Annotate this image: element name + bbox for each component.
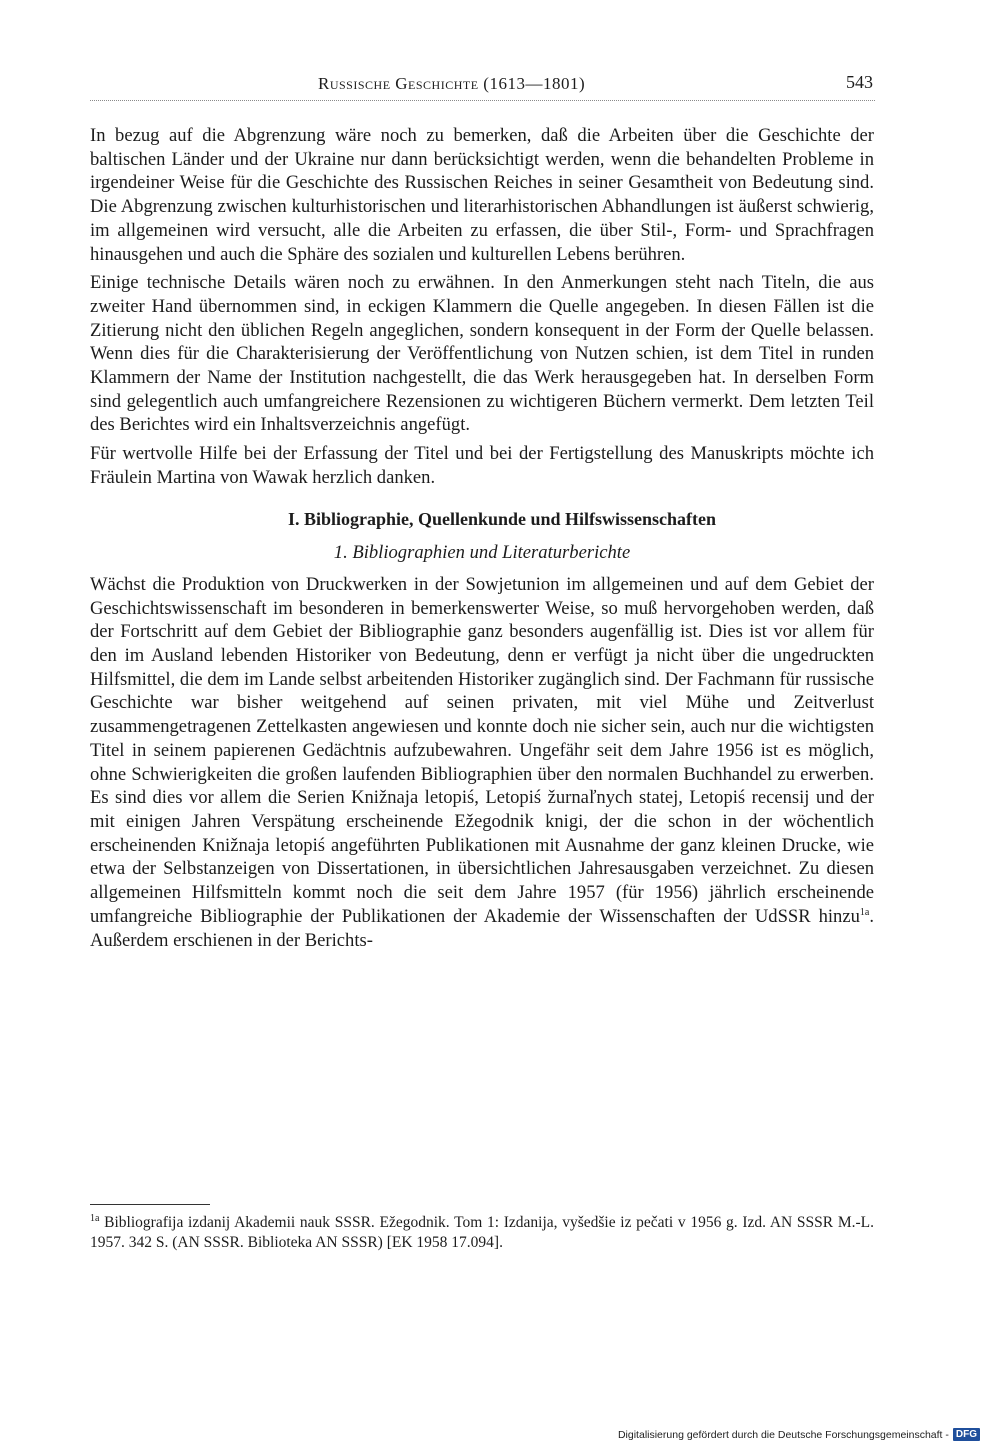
page-header xyxy=(90,70,875,101)
digitization-credit xyxy=(618,1428,980,1441)
paragraph-bibliographies-text: Wächst die Produktion von Druckwerken in der Sowjetunion im allgemeinen und auf dem Gebiet der Geschichtswissenschaft im besonderen in bemerkenswerter Weise, so muß hervorgehoben werden, daß der Fortschritt auf dem Gebiet der Bibliographie ganz besonders augenfällig ist. Dies ist vor allem für den im Ausland lebenden Historiker von Bedeutung, denn er verfügt ja nicht über die ungedruckten Hilfsmittel, die dem im Lande selbst arbeitenden Historiker zugänglich sind. Der Fachmann für russische Geschichte war bisher weitgehend auf seinen privaten, mit viel Mühe und Zeitverlust zusammengetragenen Zettelkasten angewiesen und konnte doch nie sicher sein, auch nur die wichtigsten Titel in seinem papierenen Gedächtnis aufzubewahren. Ungefähr seit dem Jahre 1956 ist es möglich, ohne Schwierigkeiten die großen laufenden Bibliographien über den normalen Buchhandel zu erwerben. Es sind dies vor allem die Serien Knižnaja letopiś, Letopiś žurnaľnych statej, Letopiś recensij und der mit einigen Jahren Verspätung erscheinende Ežegodnik knigi, der die schon in der wöchentlich erscheinenden Knižnaja letopiś angeführten Publikationen mit Ausnahme der ganz kleinen Drucke, wie etwa der Selbstanzeigen von Dissertationen, in übersichtlichen Jahresausgaben verzeichnet. Zu diesen allgemeinen Hilfsmitteln kommt noch die seit dem Jahre 1957 (für 1956) jährlich erscheinende umfangreiche Bibliographie der Publikationen der Akademie der Wissenschaften der UdSSR hinzu xyxy=(90,573,874,927)
paragraph-acknowledgement: Für wertvolle Hilfe bei der Erfassung der Titel und bei der Fertigstellung des Manuskripts möchte ich Fräulein Martina von Wawak herzlich danken. xyxy=(90,443,874,488)
paragraph-bibliographies xyxy=(90,573,874,952)
footnote-marker: 1a xyxy=(90,1212,100,1224)
digitization-credit-text: Digitalisierung gefördert durch die Deutsche Forschungsgemeinschaft - xyxy=(617,1428,949,1441)
footnote xyxy=(90,1213,874,1252)
paragraph-continuation: . Außerdem erschienen in der Berichts- xyxy=(90,905,874,951)
dfg-logo: DFG xyxy=(953,1428,980,1441)
page-number: 543 xyxy=(846,72,873,92)
paragraph-technical-details: Einige technische Details wären noch zu erwähnen. In den Anmerkungen steht nach Titeln, die aus zweiter Hand übernommen sind, in eckigen Klammern die Quelle angegeben. In diesen Fällen ist die Zitierung nicht den üblichen Regeln angeglichen, sondern konsequent in der Form der Quelle belassen. Wenn dies für die Charakterisierung der Veröffentlichung von Nutzen schien, ist dem Titel in runden Klammern der Name der Institution nachgestellt, die das Werk herausgegeben hat. In derselben Form sind gelegentlich auch umfangreichere Rezensionen zu wichtigeren Büchern vermerkt. Dem letzten Teil des Berichtes wird ein Inhaltsverzeichnis angefügt. xyxy=(90,272,874,436)
footnote-reference: 1a xyxy=(859,906,870,918)
section-heading: I. Bibliographie, Quellenkunde und Hilfswissenschaften xyxy=(287,508,717,529)
footnote-divider xyxy=(90,1204,210,1205)
subsection-heading: 1. Bibliographien und Literaturberichte xyxy=(333,542,631,564)
paragraph-demarcation: In bezug auf die Abgrenzung wäre noch zu bemerken, daß die Arbeiten über die Geschichte der baltischen Länder und der Ukraine nur dann berücksichtigt werden, wenn die behandelten Probleme in irgendeiner Weise für die Geschichte des Russischen Reiches in seiner Gesamtheit von Bedeutung sind. Die Abgrenzung zwischen kulturhistorischen und literarhistorischen Abhandlungen ist äußerst schwierig, im allgemeinen wird versucht, alle die Arbeiten zu erfassen, die über Stil-, Form- und Sprachfragen hinausgehen und auch die Sphäre des sozialen und kulturellen Lebens berühren. xyxy=(90,125,874,265)
body-text xyxy=(90,124,874,957)
running-head: Russische Geschichte (1613—1801) xyxy=(318,74,586,93)
footnote-text: Bibliografija izdanij Akademii nauk SSSR. Ežegodnik. Tom 1: Izdanija, vyšedšie iz pečati v 1956 g. Izd. AN SSSR M.-L. 1957. 342 S. (AN SSSR. Biblioteka AN SSSR) [EK 1958 17.094]. xyxy=(90,1214,874,1251)
